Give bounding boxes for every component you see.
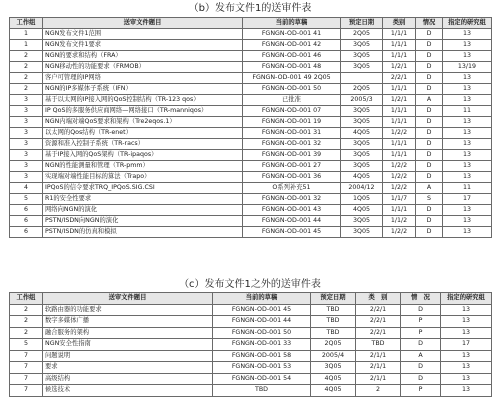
- cell-category: 1/1/1: [383, 84, 416, 95]
- cell-study-group: 13: [443, 128, 492, 139]
- cell-scheduled-date: 3Q05: [341, 150, 383, 161]
- cell-study-group: 13: [443, 29, 492, 40]
- table-row: [10, 40, 492, 51]
- cell-category: 2: [356, 385, 401, 397]
- cell-status: D: [416, 40, 443, 51]
- cell-document-title: NGN的IP多媒体子系统（IFN）: [43, 84, 243, 95]
- table2: [9, 292, 492, 397]
- cell-study-group: 13: [443, 205, 492, 216]
- cell-current-draft: FGNGN-OD-001 53: [213, 362, 311, 374]
- cell-category: 2/1/1: [356, 362, 401, 374]
- cell-status: D: [416, 51, 443, 62]
- cell-study-group: 13: [441, 362, 492, 374]
- cell-document-title: 客户可管理的IP网络: [43, 73, 243, 84]
- table-row: [10, 84, 492, 95]
- cell-study-group: 17: [443, 194, 492, 205]
- cell-study-group: 17: [441, 339, 492, 351]
- table2-body: [10, 304, 492, 396]
- cell-current-draft: FGNGN-OD-001 36: [243, 172, 341, 183]
- cell-category: 2/2/1: [356, 327, 401, 339]
- table2-caption: （c）发布文件1之外的送审件表: [179, 279, 321, 290]
- cell-scheduled-date: 3Q05: [341, 62, 383, 73]
- cell-category: 2/1/1: [356, 373, 401, 385]
- cell-working-group: 7: [10, 350, 43, 362]
- cell-document-title: NGN发布文件1要求: [43, 40, 243, 51]
- cell-working-group: 7: [10, 373, 43, 385]
- table-row: [10, 194, 492, 205]
- cell-study-group: 13: [443, 139, 492, 150]
- cell-category: 1/1/1: [383, 139, 416, 150]
- cell-study-group: 13: [443, 40, 492, 51]
- cell-category: 1/2/2: [383, 161, 416, 172]
- cell-category: 1/2/2: [383, 227, 416, 238]
- table1: [9, 17, 492, 238]
- cell-document-title: NGN安全性指南: [43, 339, 213, 351]
- cell-working-group: 3: [10, 95, 43, 106]
- cell-document-title: 软路由器的功能要求: [43, 304, 213, 316]
- cell-study-group: 13: [443, 117, 492, 128]
- cell-scheduled-date: 4Q05: [311, 373, 356, 385]
- cell-working-group: 5: [10, 339, 43, 351]
- cell-scheduled-date: 2005/3: [341, 95, 383, 106]
- cell-scheduled-date: 3Q05: [341, 117, 383, 128]
- cell-scheduled-date: 3Q05: [311, 362, 356, 374]
- cell-status: D: [401, 362, 441, 374]
- cell-working-group: 1: [10, 40, 43, 51]
- cell-current-draft: FGNGN-OD-001 32: [243, 194, 341, 205]
- table-row: [10, 373, 492, 385]
- column-header-category: 类 别: [356, 293, 401, 305]
- cell-current-draft: 已批准: [243, 95, 341, 106]
- column-header-study-group: 指定的研究组: [443, 18, 492, 29]
- cell-current-draft: FGNGN-OD-001 39: [243, 150, 341, 161]
- table-row: [10, 385, 492, 397]
- cell-status: P: [401, 327, 441, 339]
- column-header-status: 情 况: [401, 293, 441, 305]
- cell-working-group: 2: [10, 51, 43, 62]
- table-row: [10, 95, 492, 106]
- cell-current-draft: FGNGN-OD-001 50: [213, 327, 311, 339]
- cell-working-group: 7: [10, 385, 43, 397]
- column-header-working-group: 工作组: [10, 18, 43, 29]
- cell-working-group: 2: [10, 73, 43, 84]
- cell-working-group: 4: [10, 183, 43, 194]
- table-row: [10, 117, 492, 128]
- table-row: [10, 205, 492, 216]
- cell-status: P: [401, 385, 441, 397]
- cell-status: A: [416, 95, 443, 106]
- column-header-scheduled-date: 预定日期: [311, 293, 356, 305]
- column-header-document-title: 送审文件题目: [43, 18, 243, 29]
- cell-working-group: 2: [10, 304, 43, 316]
- cell-scheduled-date: 4Q05: [341, 205, 383, 216]
- cell-document-title: 问题说明: [43, 350, 213, 362]
- cell-category: 1/1/1: [383, 29, 416, 40]
- cell-status: D: [401, 339, 441, 351]
- cell-status: D: [416, 172, 443, 183]
- cell-study-group: 13/19: [443, 62, 492, 73]
- cell-scheduled-date: 2005/4: [311, 350, 356, 362]
- cell-document-title: 数字多媒体广播: [43, 316, 213, 328]
- cell-scheduled-date: 3Q05: [341, 106, 383, 117]
- cell-current-draft: FGNGN-OD-001 44: [243, 216, 341, 227]
- table-row: [10, 139, 492, 150]
- cell-current-draft: FGNGN-OD-001 32: [243, 139, 341, 150]
- cell-scheduled-date: 3Q05: [341, 51, 383, 62]
- cell-document-title: NGN移动性的功能要求（FRMOB）: [43, 62, 243, 73]
- cell-current-draft: FGNGN-OD-001 58: [213, 350, 311, 362]
- cell-current-draft: FGNGN-OD-001 31: [243, 128, 341, 139]
- cell-scheduled-date: TBD: [311, 304, 356, 316]
- cell-category: TBD: [356, 339, 401, 351]
- cell-study-group: 13: [443, 161, 492, 172]
- cell-status: D: [416, 117, 443, 128]
- cell-current-draft: FGNGN-OD-001 07: [243, 106, 341, 117]
- cell-study-group: 13: [441, 350, 492, 362]
- cell-current-draft: FGNGN-OD-001 42: [243, 40, 341, 51]
- cell-study-group: 13: [441, 316, 492, 328]
- cell-category: 1/1/1: [383, 106, 416, 117]
- cell-working-group: 7: [10, 362, 43, 374]
- column-header-current-draft: 当前的草稿: [243, 18, 341, 29]
- cell-current-draft: FGNGN-OD-001 43: [243, 205, 341, 216]
- cell-document-title: NGN的要求和结构（FRA）: [43, 51, 243, 62]
- column-header-current-draft: 当前的草稿: [213, 293, 311, 305]
- table-row: [10, 216, 492, 227]
- column-header-study-group: 指定的研究组: [441, 293, 492, 305]
- table-row: [10, 29, 492, 40]
- cell-working-group: 5: [10, 194, 43, 205]
- cell-category: 2/2/1: [383, 73, 416, 84]
- cell-category: 1/2/2: [383, 128, 416, 139]
- cell-working-group: 6: [10, 227, 43, 238]
- cell-document-title: PSTN/ISDN向NGN的演化: [43, 216, 243, 227]
- cell-status: A: [416, 183, 443, 194]
- table-row: [10, 150, 492, 161]
- table-row: [10, 128, 492, 139]
- cell-working-group: 3: [10, 150, 43, 161]
- table-row: [10, 73, 492, 84]
- table-row: [10, 316, 492, 328]
- cell-category: 2/2/1: [356, 316, 401, 328]
- cell-category: 1/2/1: [383, 95, 416, 106]
- cell-study-group: 13: [441, 373, 492, 385]
- cell-current-draft: FGNGN-OD-001 49 2Q05: [243, 73, 341, 84]
- cell-study-group: 13: [443, 73, 492, 84]
- cell-status: D: [401, 304, 441, 316]
- column-header-status: 情况: [416, 18, 443, 29]
- cell-status: D: [416, 150, 443, 161]
- cell-document-title: 高级结构: [43, 373, 213, 385]
- cell-status: D: [416, 128, 443, 139]
- cell-study-group: 13: [443, 84, 492, 95]
- cell-study-group: 13: [443, 95, 492, 106]
- cell-working-group: 3: [10, 106, 43, 117]
- cell-study-group: 13: [443, 227, 492, 238]
- cell-working-group: 2: [10, 316, 43, 328]
- cell-current-draft: FGNGN-OD-001 41: [243, 29, 341, 40]
- table-row: [10, 304, 492, 316]
- cell-category: 1/1/7: [383, 194, 416, 205]
- cell-study-group: 11: [443, 183, 492, 194]
- cell-scheduled-date: TBD: [311, 327, 356, 339]
- cell-current-draft: FGNGN-OD-001 33: [213, 339, 311, 351]
- cell-status: D: [416, 106, 443, 117]
- cell-study-group: 13: [441, 304, 492, 316]
- cell-scheduled-date: TBD: [311, 316, 356, 328]
- table-row: [10, 51, 492, 62]
- column-header-scheduled-date: 预定日期: [341, 18, 383, 29]
- cell-status: D: [416, 62, 443, 73]
- cell-status: D: [416, 73, 443, 84]
- cell-document-title: 候选技术: [43, 385, 213, 397]
- cell-document-title: 网络向NGN的演化: [43, 205, 243, 216]
- cell-working-group: 1: [10, 29, 43, 40]
- cell-scheduled-date: 4Q05: [311, 385, 356, 397]
- cell-document-title: NGN内端对端QoS要求和架构（Tre2eqos.1）: [43, 117, 243, 128]
- cell-working-group: 3: [10, 128, 43, 139]
- table-row: [10, 362, 492, 374]
- table-row: [10, 106, 492, 117]
- cell-status: D: [401, 373, 441, 385]
- cell-current-draft: FGNGN-OD-001 45: [213, 304, 311, 316]
- cell-document-title: 要求: [43, 362, 213, 374]
- cell-status: S: [416, 194, 443, 205]
- cell-current-draft: O系列补充51: [243, 183, 341, 194]
- cell-scheduled-date: 2004/12: [341, 183, 383, 194]
- table1-caption: （b）发布文件1的送审件表: [188, 3, 312, 14]
- cell-working-group: 3: [10, 117, 43, 128]
- cell-status: D: [416, 216, 443, 227]
- cell-current-draft: FGNGN-OD-001 44: [213, 316, 311, 328]
- cell-document-title: 基于以太网的IP接入网的QoS控制结构（TR-123 qos）: [43, 95, 243, 106]
- cell-working-group: 2: [10, 327, 43, 339]
- cell-working-group: 2: [10, 62, 43, 73]
- table1-header-row: [10, 18, 492, 29]
- cell-document-title: 融合服务的架构: [43, 327, 213, 339]
- table-row: [10, 350, 492, 362]
- cell-scheduled-date: 1Q05: [341, 194, 383, 205]
- cell-working-group: 3: [10, 172, 43, 183]
- cell-category: 1/1/2: [383, 216, 416, 227]
- cell-document-title: 资源和准入控制子系统（TR-racs）: [43, 139, 243, 150]
- cell-study-group: 13: [441, 385, 492, 397]
- cell-status: D: [416, 161, 443, 172]
- cell-scheduled-date: 4Q05: [341, 128, 383, 139]
- cell-study-group: 11: [443, 106, 492, 117]
- cell-document-title: R1的安全性要求: [43, 194, 243, 205]
- cell-document-title: NGN的性能测量和管理（TR-pmm）: [43, 161, 243, 172]
- cell-status: D: [416, 29, 443, 40]
- cell-working-group: 3: [10, 139, 43, 150]
- table2-header-row: [10, 293, 492, 305]
- column-header-category: 类别: [383, 18, 416, 29]
- cell-current-draft: FGNGN-OD-001 19: [243, 117, 341, 128]
- cell-study-group: 13: [441, 327, 492, 339]
- cell-category: 2/1/1: [356, 350, 401, 362]
- cell-scheduled-date: 3Q05: [341, 139, 383, 150]
- table-row: [10, 339, 492, 351]
- cell-current-draft: FGNGN-OD-001 46: [243, 51, 341, 62]
- cell-category: 1/2/1: [383, 62, 416, 73]
- cell-category: 1/1/1: [383, 51, 416, 62]
- cell-working-group: 6: [10, 205, 43, 216]
- cell-working-group: 2: [10, 84, 43, 95]
- cell-category: 1/1/1: [383, 205, 416, 216]
- table1-body: [10, 29, 492, 238]
- cell-current-draft: TBD: [213, 385, 311, 397]
- cell-scheduled-date: 2Q05: [341, 29, 383, 40]
- cell-category: 1/1/1: [383, 40, 416, 51]
- cell-document-title: NGN发布文件1范围: [43, 29, 243, 40]
- cell-scheduled-date: 2Q05: [311, 339, 356, 351]
- table-row: [10, 161, 492, 172]
- cell-scheduled-date: 3Q05: [341, 40, 383, 51]
- table-row: [10, 327, 492, 339]
- cell-category: 1/2/2: [383, 172, 416, 183]
- cell-status: D: [416, 139, 443, 150]
- cell-scheduled-date: [341, 73, 383, 84]
- cell-scheduled-date: 3Q05: [341, 161, 383, 172]
- cell-current-draft: FGNGN-OD-001 54: [213, 373, 311, 385]
- cell-study-group: 13: [443, 51, 492, 62]
- cell-status: D: [416, 205, 443, 216]
- cell-category: 1/1/1: [383, 150, 416, 161]
- cell-current-draft: FGNGN-OD-001 48: [243, 62, 341, 73]
- cell-category: 1/2/2: [383, 183, 416, 194]
- cell-working-group: 3: [10, 161, 43, 172]
- cell-study-group: 13: [443, 150, 492, 161]
- cell-status: D: [416, 84, 443, 95]
- cell-status: A: [401, 350, 441, 362]
- cell-document-title: 以太网的Qos结构（TR-enet）: [43, 128, 243, 139]
- cell-document-title: IP QoS的多服务供应商网络—网络接口（TR-manniqos）: [43, 106, 243, 117]
- cell-document-title: 基于IP接入网的QoS架构（TR-ipaqos）: [43, 150, 243, 161]
- cell-working-group: 6: [10, 216, 43, 227]
- table-row: [10, 172, 492, 183]
- table-row: [10, 62, 492, 73]
- cell-document-title: PSTN/ISDN的仿真和模拟: [43, 227, 243, 238]
- cell-document-title: IPQoS的信令要求TRQ_IPQoS.SIG.CSI: [43, 183, 243, 194]
- cell-scheduled-date: 3Q05: [341, 216, 383, 227]
- cell-category: 1/1/1: [383, 117, 416, 128]
- cell-status: D: [416, 227, 443, 238]
- cell-scheduled-date: 2Q05: [341, 84, 383, 95]
- cell-document-title: 实现端对端性能目标的算法（Trapo）: [43, 172, 243, 183]
- cell-study-group: 13: [443, 172, 492, 183]
- column-header-document-title: 送审文件题目: [43, 293, 213, 305]
- cell-current-draft: FGNGN-OD-001 45: [243, 227, 341, 238]
- cell-status: P: [401, 316, 441, 328]
- cell-study-group: 13: [443, 216, 492, 227]
- cell-scheduled-date: 3Q05: [341, 227, 383, 238]
- cell-category: 2/2/1: [356, 304, 401, 316]
- cell-scheduled-date: 4Q05: [341, 172, 383, 183]
- column-header-working-group: 工作组: [10, 293, 43, 305]
- cell-current-draft: FGNGN-OD-001 27: [243, 161, 341, 172]
- table-row: [10, 183, 492, 194]
- table-row: [10, 227, 492, 238]
- cell-current-draft: FGNGN-OD-001 50: [243, 84, 341, 95]
